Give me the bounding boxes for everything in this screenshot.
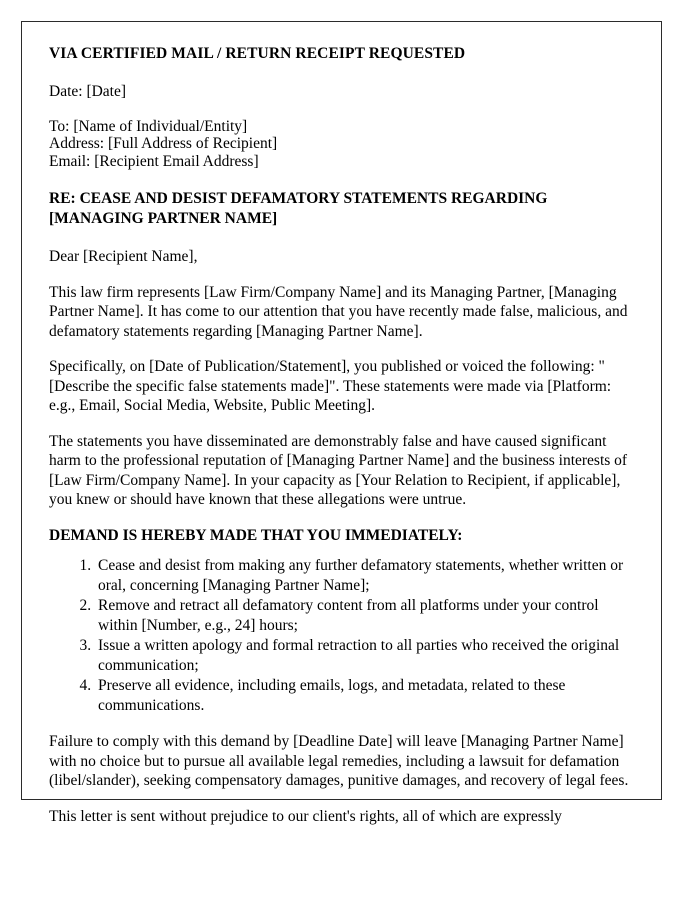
demand-list <box>49 556 639 715</box>
spacer <box>49 416 639 432</box>
body-paragraph-2: Specifically, on [Date of Publication/Statement], you published or voiced the following: "[Describe the specific false statements made]". These statements were made via [Platform: e.g., Email, Social Media, Website, Public Meeting]. <box>49 358 612 414</box>
demand-heading: DEMAND IS HEREBY MADE THAT YOU IMMEDIATELY: <box>49 526 463 544</box>
list-item: 3. Issue a written apology and formal retraction to all parties who received the original communication; <box>95 636 639 675</box>
body-paragraph-3: The statements you have disseminated are demonstrably false and have caused significant harm to the professional reputation of [Managing Partner Name] and the business interests of [Law Firm/Company Name]. In your capacity as [Your Relation to Recipient, if applicable], you knew or should have known that these allegations were untrue. <box>49 432 628 508</box>
body-paragraph-1: This law firm represents [Law Firm/Company Name] and its Managing Partner, [Managing Partner Name]. It has come to our attention that you have recently made false, malicious, and defamatory statements regarding [Managing Partner Name]. <box>49 283 628 340</box>
recipient-name-line: To: [Name of Individual/Entity] <box>49 117 248 135</box>
document-body <box>22 22 661 826</box>
date-line: Date: [Date] <box>49 83 127 100</box>
subject-heading-line-2: [MANAGING PARTNER NAME] <box>49 209 278 227</box>
list-item: 4. Preserve all evidence, including emails, logs, and metadata, related to these communications. <box>95 676 639 715</box>
body-paragraph-5: This letter is sent without prejudice to our client's rights, all of which are expressly <box>49 807 562 825</box>
document-page <box>21 21 662 825</box>
spacer <box>49 341 639 357</box>
spacer <box>49 510 639 526</box>
spacer <box>49 63 639 82</box>
spacer <box>49 791 639 807</box>
spacer <box>49 102 639 118</box>
spacer <box>49 716 639 732</box>
salutation: Dear [Recipient Name], <box>49 248 198 265</box>
spacer <box>49 267 639 283</box>
recipient-email-line: Email: [Recipient Email Address] <box>49 152 259 170</box>
recipient-block <box>49 118 639 171</box>
body-paragraph-4: Failure to comply with this demand by [Deadline Date] will leave [Managing Partner Name] with no choice but to pursue all available legal remedies, including a lawsuit for defamation (libel/slander), seeking compensatory damages, punitive damages, and recovery of legal fees. <box>49 733 629 789</box>
spacer <box>49 170 639 189</box>
spacer <box>49 228 639 247</box>
delivery-method-heading: VIA CERTIFIED MAIL / RETURN RECEIPT REQUESTED <box>49 45 466 62</box>
list-item: 2. Remove and retract all defamatory content from all platforms under your control within [Number, e.g., 24] hours; <box>95 596 639 635</box>
list-item: 1. Cease and desist from making any further defamatory statements, whether written or oral, concerning [Managing Partner Name]; <box>95 556 639 595</box>
subject-heading <box>49 189 639 228</box>
recipient-address-line: Address: [Full Address of Recipient] <box>49 135 278 152</box>
subject-heading-line-1: RE: CEASE AND DESIST DEFAMATORY STATEMENTS REGARDING <box>49 190 548 207</box>
